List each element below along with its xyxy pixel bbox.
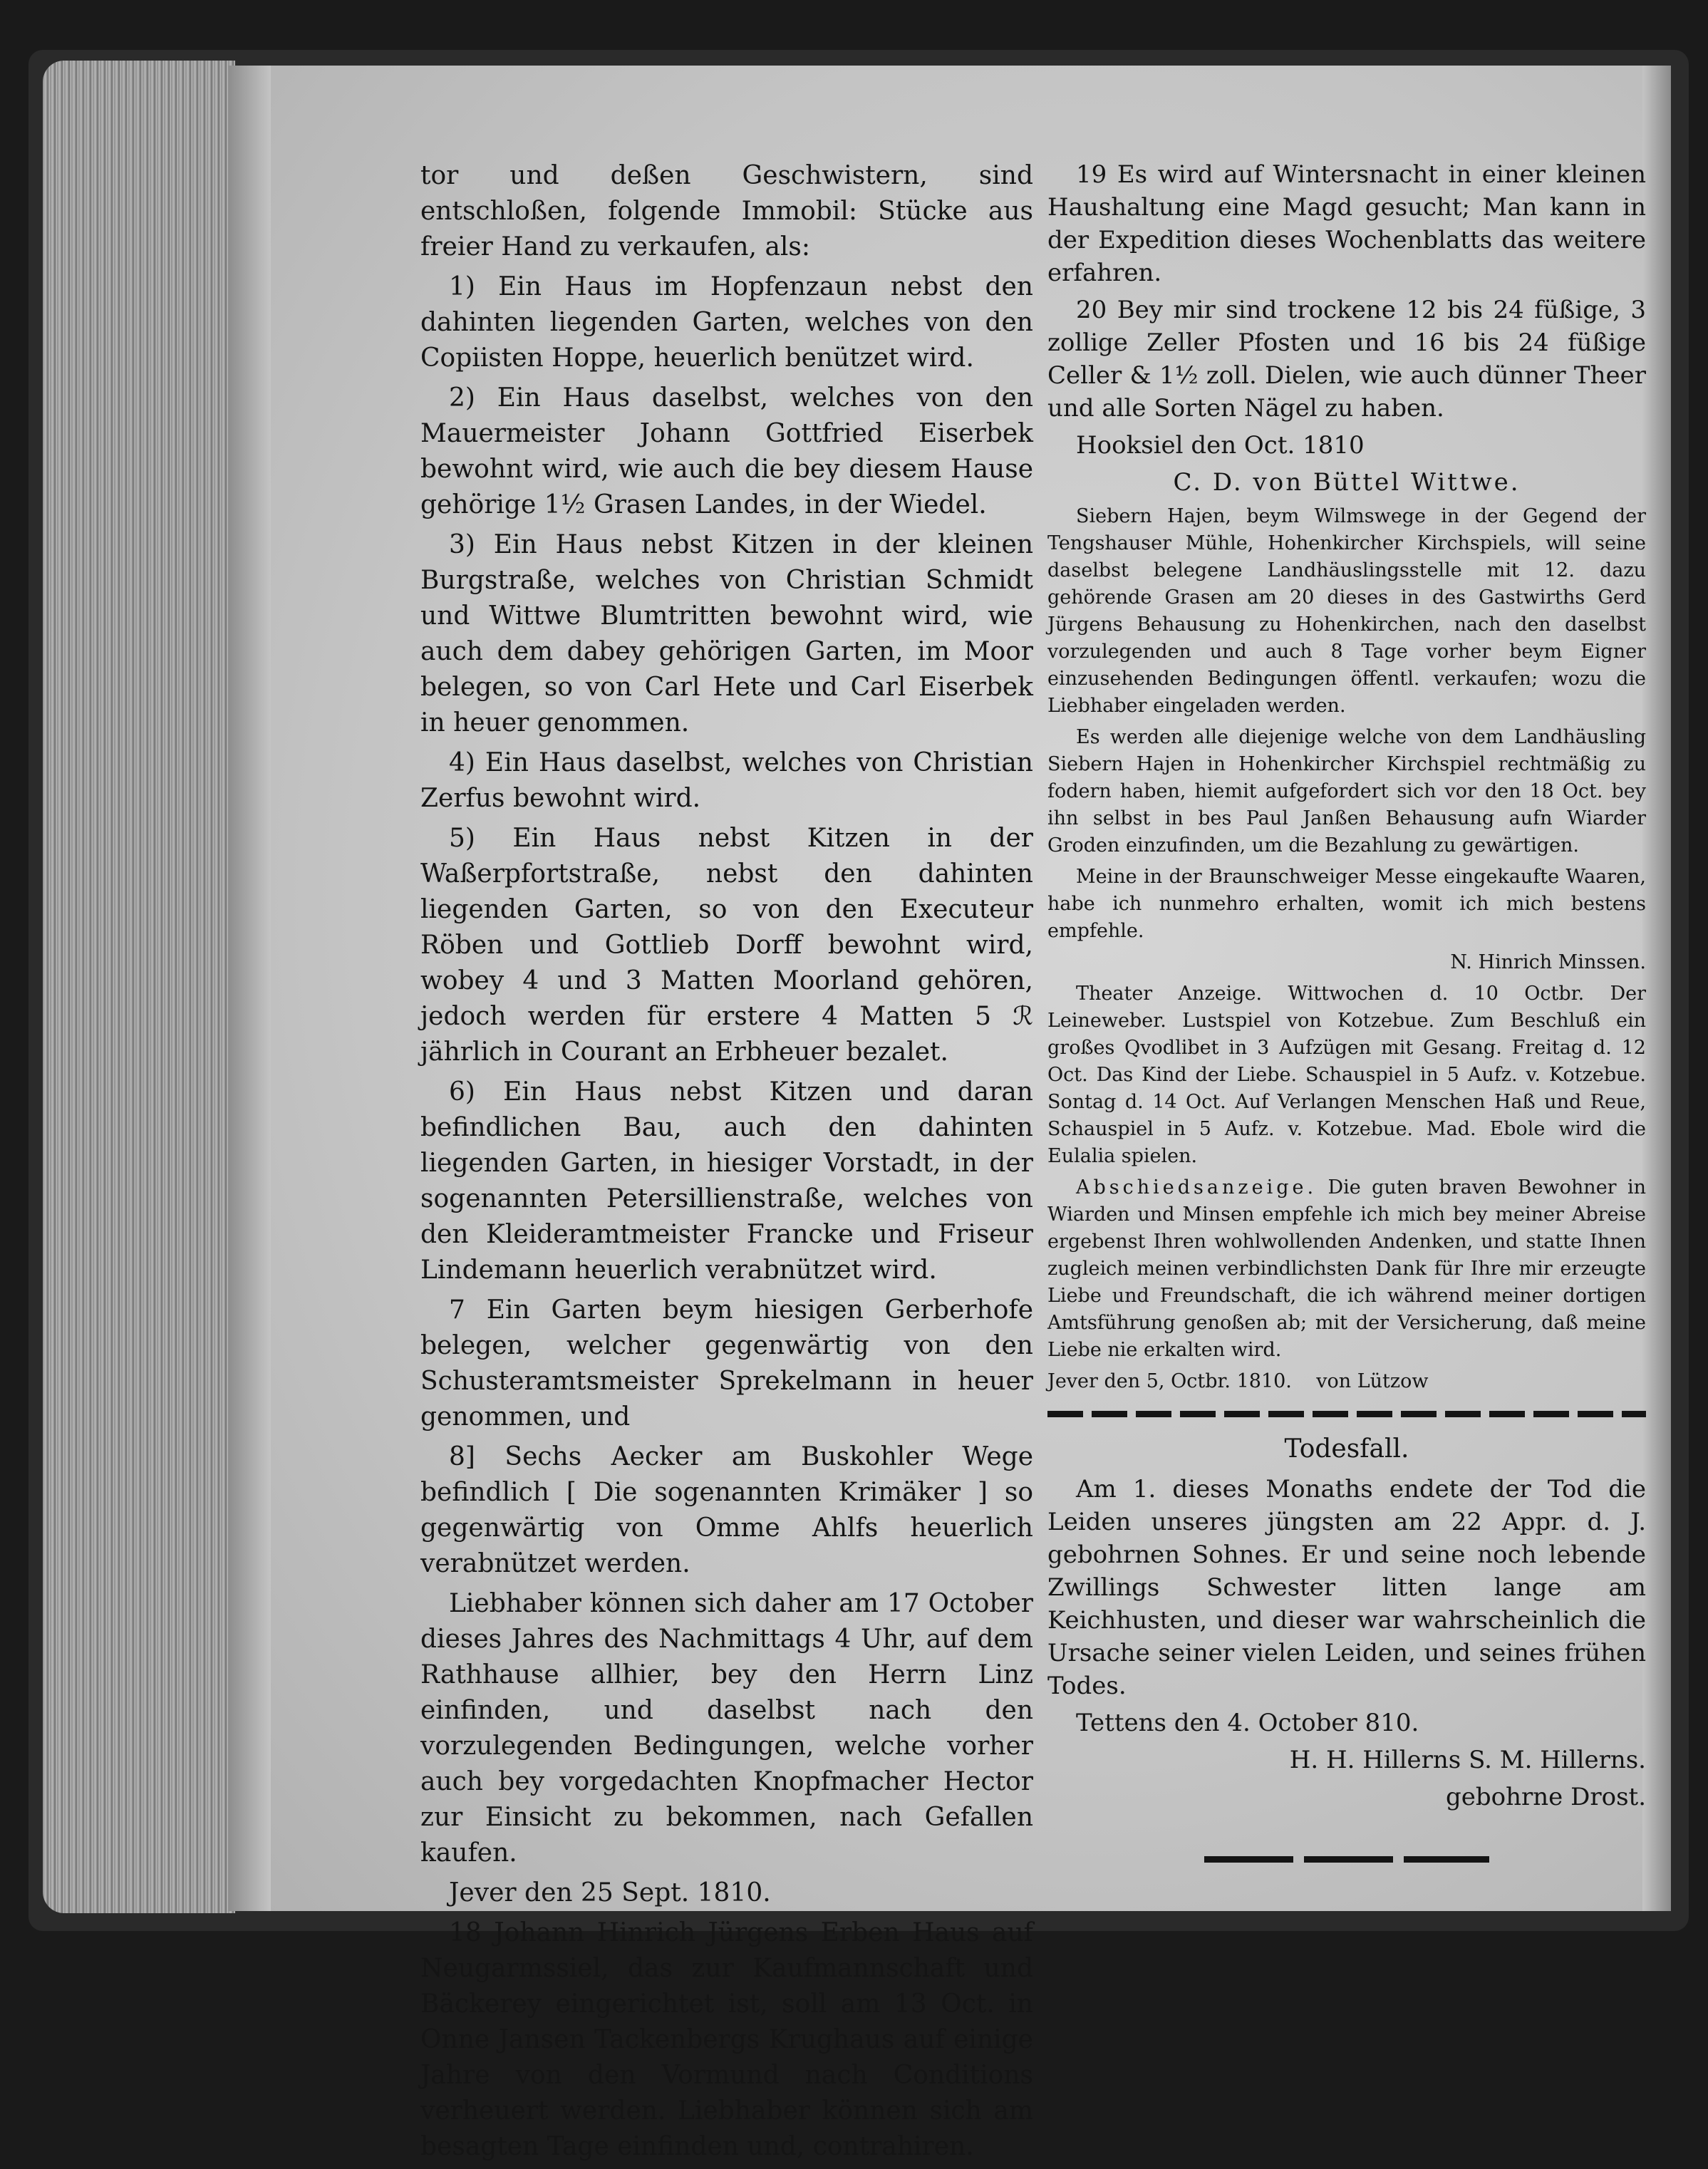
sale-item-4: 4) Ein Haus daselbst, welches von Christian Zerfus bewohnt wird. — [420, 748, 1033, 813]
ad-messe: Meine in der Braunschweiger Messe eingekaufte Waaren, habe ich nunmehro erhalten, womit ich mich bestens empfehle. — [1047, 866, 1646, 942]
ad-messe-signature: N. Hinrich Minssen. — [1450, 951, 1646, 973]
sale-item-5: 5) Ein Haus nebst Kitzen in der Waßerpfortstraße, nebst den dahinten liegenden Garten, so von den Executeur Röben und Gottlieb Dorff bewohnt wird, wobey 4 und 3 Matten Moorland gehören, jedoch werden für erstere 4 Matten 5 ℛ jährlich in Courant an Erbheuer bezalet. — [420, 824, 1033, 1067]
page-gutter — [228, 66, 271, 1911]
sale-conditions: Liebhaber können sich daher am 17 October dieses Jahres des Nachmittags 4 Uhr, auf dem Rathhause allhier, bey den Herrn Linz einfinden, und daselbst nach den vorzulegenden Bedingungen, welche vorher auch bey vorgedachten Knopfmacher Hector zur Einsicht zu bekommen, nach Gefallen kaufen. — [420, 1589, 1033, 1868]
page-right-edge — [1642, 66, 1671, 1911]
sale-intro: tor und deßen Geschwistern, sind entschloßen, folgende Immobil: Stücke aus freier Hand zu verkaufen, als: — [420, 161, 1033, 262]
todesfall-place: Tettens den 4. October 810. — [1076, 1709, 1419, 1737]
newspaper-page — [228, 66, 1671, 2161]
sale-item-7: 7 Ein Garten beym hiesigen Gerberhofe belegen, welcher gegenwärtig von den Schusteramtsmeister Sprekelmann in heuer genommen, und — [420, 1295, 1033, 1432]
abschied-footer — [1047, 1368, 1646, 1395]
right-column — [1047, 158, 1646, 1863]
todesfall-text: Am 1. dieses Monaths endete der Tod die Leiden unseres jüngsten am 22 Appr. d. J. gebohrnen Sohnes. Er und seine noch lebende Zwillings Schwester litten lange am Keichhusten, und dieser war wahrscheinlich die Ursache seiner vielen Leiden, und seines frühen Todes. — [1047, 1475, 1646, 1700]
abschied-place: Jever den 5, Octbr. 1810. — [1047, 1370, 1292, 1392]
ad-18: 18 Johann Hinrich Jürgens Erben Haus auf Neugarmssiel, das zur Kaufmannschaft und Bäckerey eingerichtet ist, soll am 13 Oct. in Onne Jansen Tackenbergs Krughaus auf einige Jahre von den Vormund nach Conditions verheuert werden. Liebhaber können sich am besagten Tage einfinden und, contrahiren. — [420, 1918, 1033, 2161]
section-divider — [1047, 1411, 1646, 1417]
todesfall-heading: Todesfall. — [1284, 1434, 1409, 1464]
ad-19: 19 Es wird auf Wintersnacht in einer kleinen Haushaltung eine Magd gesucht; Man kann in der Expedition dieses Wochenblatts das weitere erfahren. — [1047, 160, 1646, 287]
abschied-label: Abschiedsanzeige. — [1076, 1176, 1318, 1199]
abschied-text: Die guten braven Bewohner in Wiarden und Minsen empfehle ich mich bey meiner Abreise ergebenst Ihren wohlwollenden Andenken, und statte Ihnen zugleich meinen verbindlichsten Dank für Ihre mir erzeugte Liebe und Freundschaft, die ich während meiner dortigen Amtsführung genoßen ab; mit der Versicherung, daß meine Liebe nie erkalten wird. — [1047, 1176, 1646, 1361]
sale-item-3: 3) Ein Haus nebst Kitzen in der kleinen Burgstraße, welches von Christian Schmidt und Wittwe Blumtritten bewohnt wird, wie auch dem dabey gehörigen Garten, im Moor belegen, so von Carl Hete und Carl Eiserbek in heuer genommen. — [420, 530, 1033, 737]
ad-abschied — [1047, 1174, 1646, 1364]
ad-siebern: Siebern Hajen, beym Wilmswege in der Gegend der Tengshauser Mühle, Hohenkircher Kirchspiels, will seine daselbst belegene Landhäuslingsstelle mit 12. dazu gehörende Grasen am 20 dieses in des Gastwirths Gerd Jürgens Behausung zu Hohenkirchen, nach den daselbst vorzulegenden und auch 8 Tage vorher beym Eigner einzusehenden Bedingungen öffentl. verkaufen; wozu die Liebhaber eingeladen werden. — [1047, 505, 1646, 717]
todesfall-signature-1: H. H. Hillerns S. M. Hillerns. — [1289, 1746, 1646, 1774]
ad-20-signature: C. D. von Büttel Wittwe. — [1173, 468, 1521, 497]
todesfall-signature-2: gebohrne Drost. — [1446, 1783, 1646, 1811]
sale-item-1: 1) Ein Haus im Hopfenzaun nebst den dahinten liegenden Garten, welches von den Copiisten Hoppe, heuerlich benützet wird. — [420, 272, 1033, 373]
abschied-signature: von Lützow — [1316, 1370, 1429, 1392]
end-divider — [1204, 1856, 1489, 1863]
sale-item-2: 2) Ein Haus daselbst, welches von den Mauermeister Johann Gottfried Eiserbek bewohnt wird, wie auch die bey diesem Hause gehörige 1½ Grasen Landes, in der Wiedel. — [420, 383, 1033, 519]
ad-20-place: Hooksiel den Oct. 1810 — [1076, 431, 1365, 460]
ad-theater: Theater Anzeige. Wittwochen d. 10 Octbr. Der Leineweber. Lustspiel von Kotzebue. Zum Beschluß ein großes Qvodlibet in 3 Aufzügen mit Gesang. Freitag d. 12 Oct. Das Kind der Liebe. Schauspiel in 5 Aufz. v. Kotzebue. Sontag d. 14 Oct. Auf Verlangen Menschen Haß und Reue, Schauspiel in 5 Aufz. v. Kotzebue. Mad. Ebole wird die Eulalia spielen. — [1047, 983, 1646, 1167]
ad-20: 20 Bey mir sind trockene 12 bis 24 füßige, 3 zollige Zeller Pfosten und 16 bis 24 füßige Celler & 1½ zoll. Dielen, wie auch dünner Theer und alle Sorten Nägel zu haben. — [1047, 296, 1646, 423]
book-page-edges — [43, 61, 235, 1913]
left-column — [420, 158, 1033, 2169]
sale-item-8: 8] Sechs Aecker am Buskohler Wege befindlich [ Die sogenannten Krimäker ] so gegenwärtig von Omme Ahlfs heuerlich verabnützet werden. — [420, 1442, 1033, 1578]
sale-date: Jever den 25 Sept. 1810. — [449, 1878, 771, 1907]
ad-fodern: Es werden alle diejenige welche von dem Landhäusling Siebern Hajen in Hohenkircher Kirchspiel rechtmäßig zu fodern haben, hiemit aufgefordert sich vor den 18 Oct. bey ihn selbst in bes Paul Janßen Behausung aufn Wiarder Groden einzufinden, um die Bezahlung zu gewärtigen. — [1047, 726, 1646, 856]
sale-item-6: 6) Ein Haus nebst Kitzen und daran befindlichen Bau, auch den dahinten liegenden Garten, in hiesiger Vorstadt, in der sogenannten Petersillienstraße, welches von den Kleideramtmeister Francke und Friseur Lindemann heuerlich verabnützet wird. — [420, 1077, 1033, 1285]
